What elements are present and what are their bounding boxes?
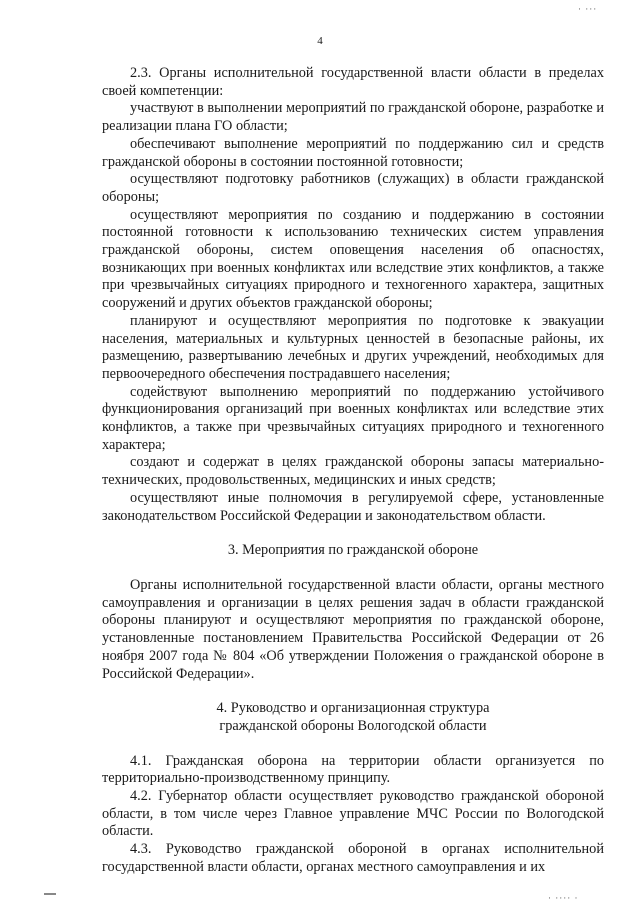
section-3-heading: 3. Мероприятия по гражданской обороне (227, 542, 479, 559)
section-4-heading-line2: гражданской обороны Вологодской области (219, 717, 487, 734)
paragraph-4-1: 4.1. Гражданская оборона на территории области организуется по территориально-производственному принципу. (102, 752, 604, 787)
list-item-ensure: обеспечивают выполнение мероприятий по поддержанию сил и средств гражданской обороны в состоянии постоянной готовности; (102, 135, 604, 170)
list-item-evacuation: планируют и осуществляют мероприятия по подготовке к эвакуации населения, материальных и культурных ценностей в безопасные районы, их размещению, развертыванию лечебных и других учреждений, необходимых для первоочередного обеспечения пострадавшего населения; (102, 312, 604, 382)
document-body (102, 65, 604, 877)
section-3-paragraph: Органы исполнительной государственной власти области, органы местного самоуправления и организации в целях решения задач в области гражданской обороны планируют и осуществляют мероприятия по гражданской обороне, установленные постановлением Правительства Российской Федерации от 26 ноября 2007 года № 804 «Об утверждении Положения о гражданской обороне в Российской Федерации». (102, 576, 604, 682)
list-item-systems: осуществляют мероприятия по созданию и поддержанию в состоянии постоянной готовности к использованию технических систем управления гражданской обороны, систем оповещения населения об опасностях, возникающих при военных конфликтах или вследствие этих конфликтов, а также при чрезвычайных ситуациях природного и техногенного характера, защитных сооружений и других объектов гражданской обороны; (102, 206, 604, 312)
list-item-stability: содействуют выполнению мероприятий по поддержанию устойчивого функционирования организаций при военных конфликтах или вследствие этих конфликтов, а также при чрезвычайных ситуациях природного и техногенного характера; (102, 383, 604, 453)
paragraph-4-2: 4.2. Губернатор области осуществляет руководство гражданской обороной области, в том числе через Главное управление МЧС России по Вологодской области. (102, 788, 604, 840)
scan-artifact-bottom: · ···· · (548, 893, 579, 903)
scan-artifact-top: · ··· (578, 4, 598, 14)
list-item-other-powers: осуществляют иные полномочия в регулируемой сфере, установленные законодательством Российской Федерации и законодательством области. (102, 489, 604, 524)
list-item-training: осуществляют подготовку работников (служащих) в области гражданской обороны; (102, 171, 604, 205)
page-number: 4 (317, 35, 323, 47)
paragraph-4-3: 4.3. Руководство гражданской обороной в органах исполнительной государственной власти области, органах местного самоуправления и их (102, 841, 604, 875)
list-item-reserves: создают и содержат в целях гражданской обороны запасы материально-технических, продовольственных, медицинских и иных средств; (102, 454, 604, 489)
paragraph-2-3: 2.3. Органы исполнительной государственной власти области в пределах своей компетенции: (102, 65, 604, 99)
scan-artifact-bottom-left (44, 893, 56, 899)
list-item-participate: участвуют в выполнении мероприятий по гражданской обороне, разработке и реализации плана ГО области; (102, 100, 604, 135)
section-4-heading-line1: 4. Руководство и организационная структура (216, 700, 490, 717)
